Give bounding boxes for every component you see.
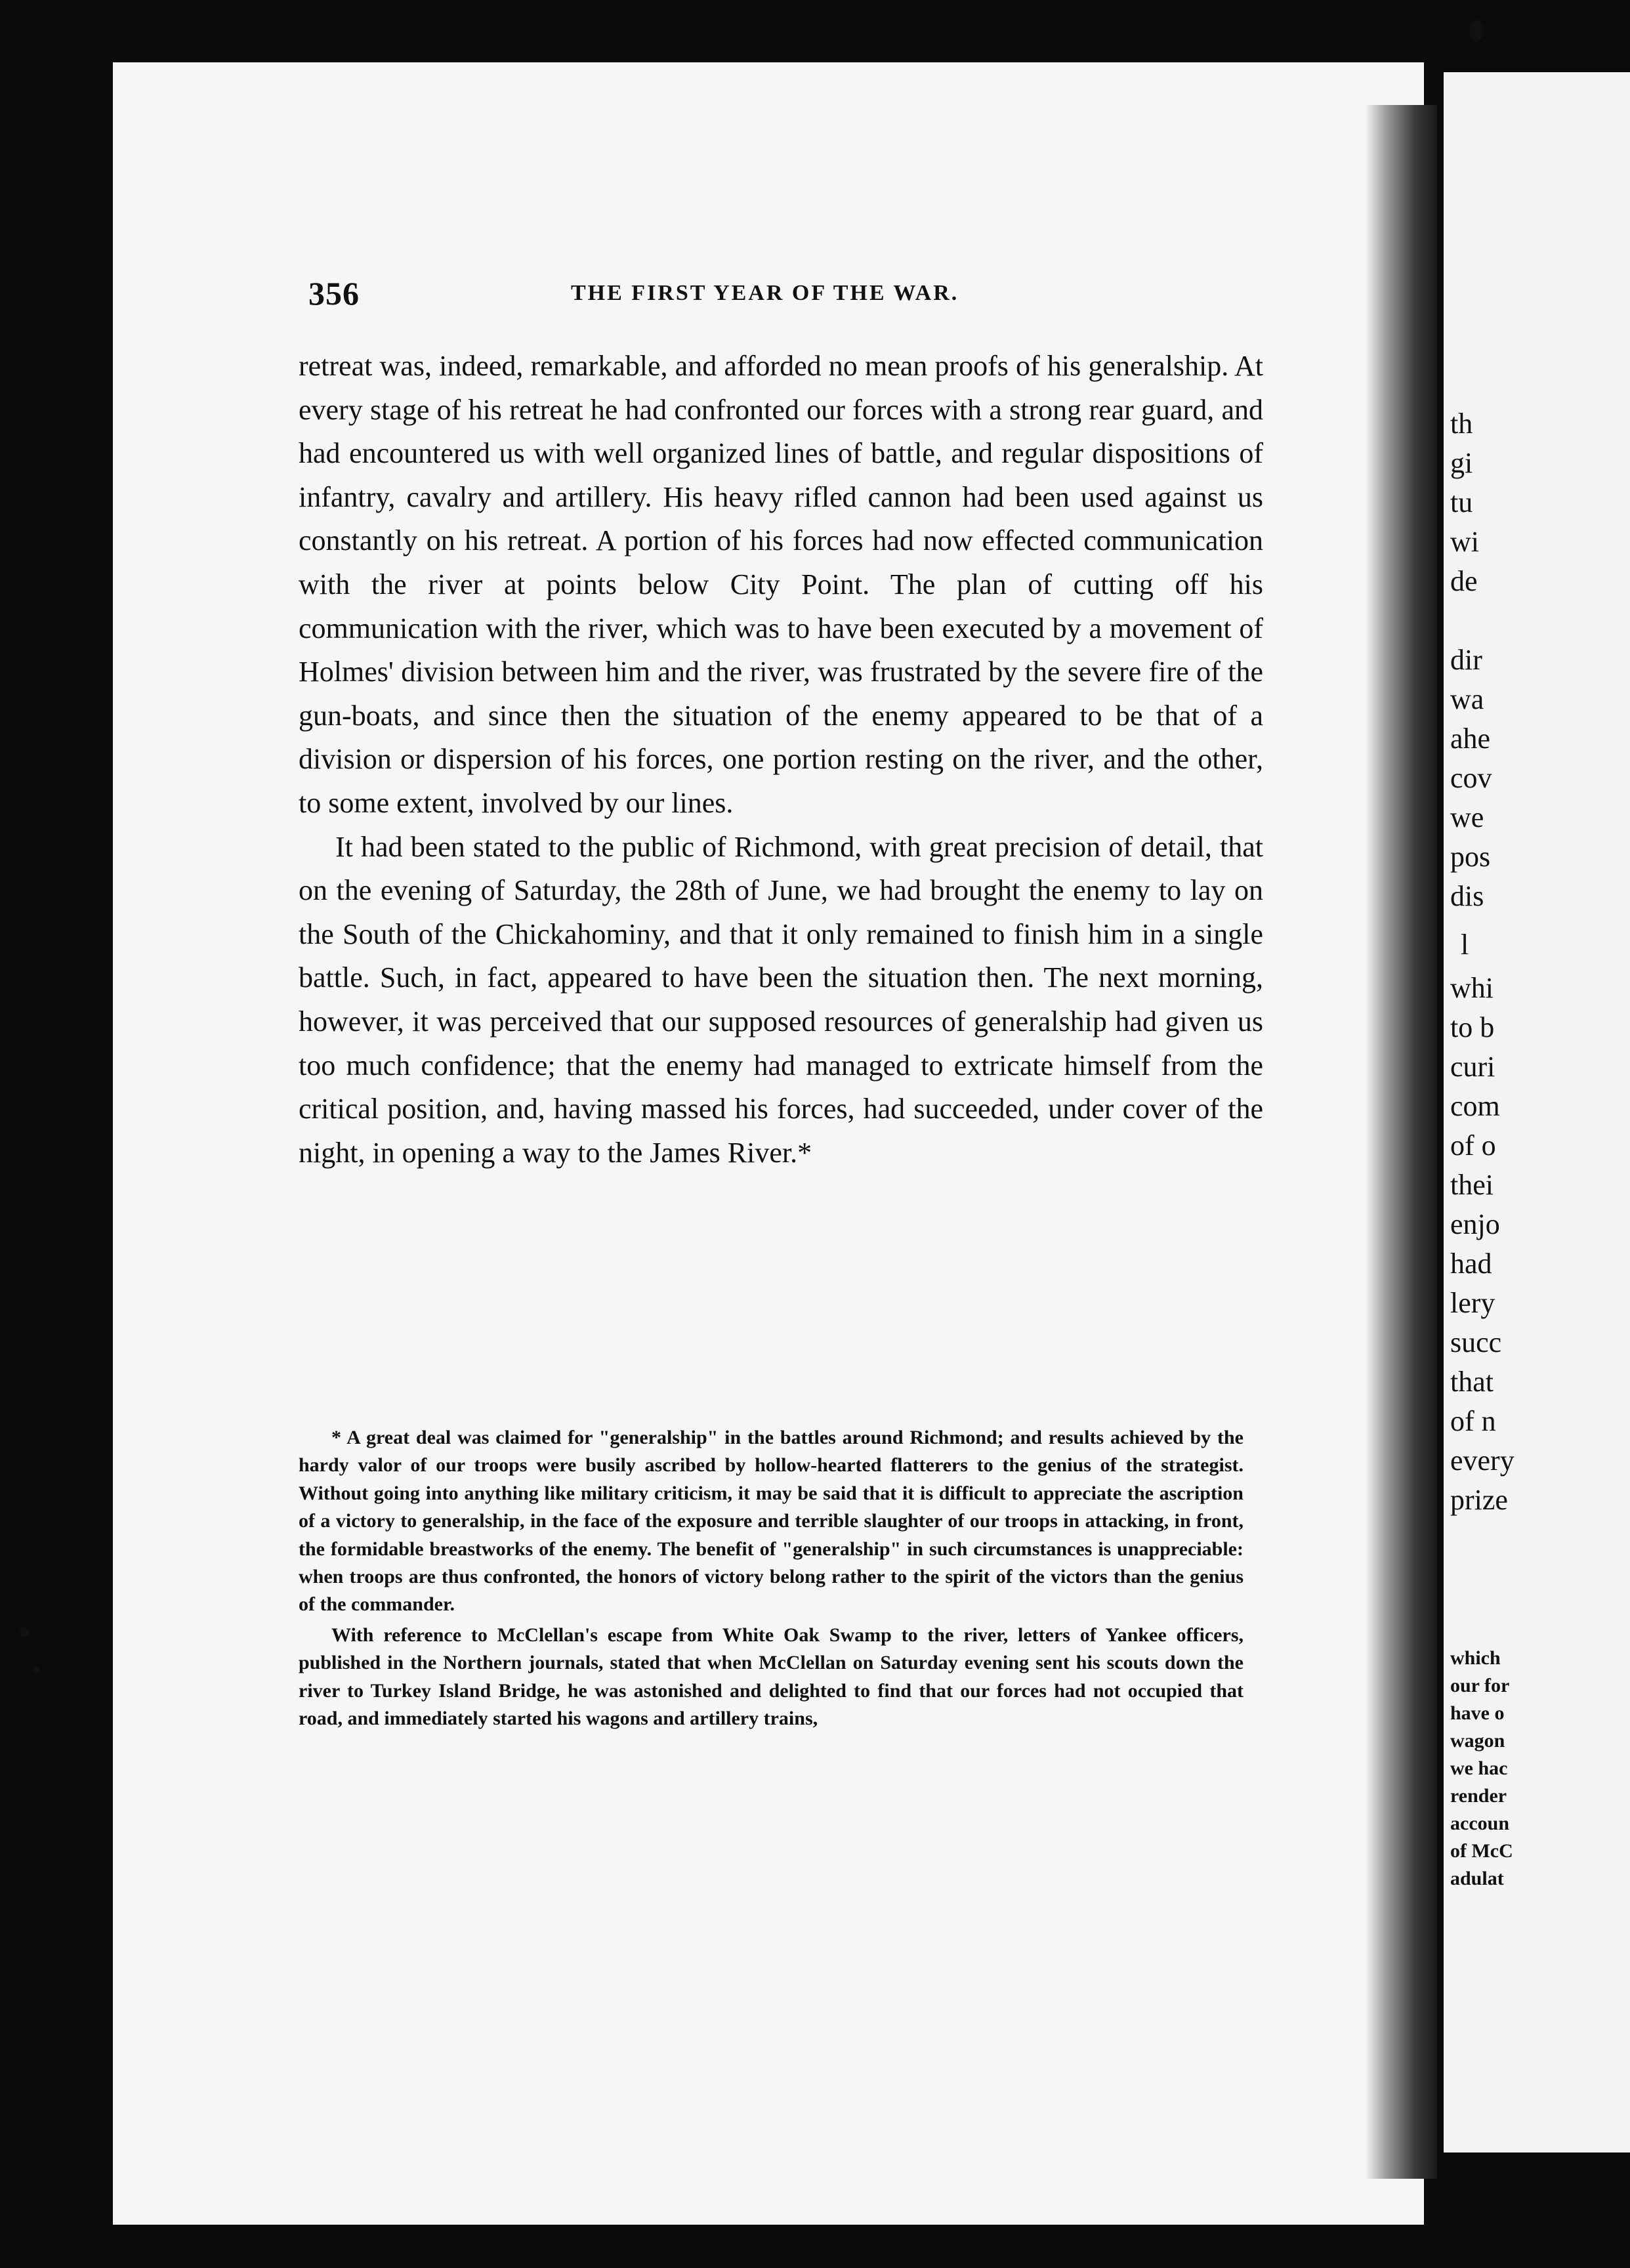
scan-speck	[1470, 20, 1483, 42]
facing-note-fragment: wagon	[1450, 1730, 1505, 1752]
facing-note-fragment: adulat	[1450, 1868, 1504, 1889]
facing-fragment: dir	[1450, 644, 1482, 676]
facing-note-fragment: render	[1450, 1785, 1507, 1807]
facing-fragment: dis	[1450, 880, 1484, 912]
facing-fragment: cov	[1450, 762, 1492, 794]
facing-note-fragment: we hac	[1450, 1757, 1508, 1779]
facing-fragment: every	[1450, 1444, 1515, 1477]
facing-fragment: wi	[1450, 526, 1479, 558]
paragraph: retreat was, indeed, remarkable, and afforded no mean proofs of his generalship. At every stage of his retreat he had confronted our forces with a strong rear guard, and had encountered us with well organized lines of battle, and regular dispositions of infantry, cavalry and artillery. His heavy rifled cannon had been used against us constantly on his retreat. A portion of his forces had now effected communication with the river at points below City Point. The plan of cutting off his communication with the river, which was to have been executed by a movement of Holmes' division between him and the river, was frustrated by the severe fire of the gun-boats, and since then the situation of the enemy appeared to be that of a division or dispersion of his forces, one portion resting on the river, and the other, to some extent, involved by our lines.	[299, 350, 1263, 819]
facing-fragment: to b	[1450, 1011, 1495, 1043]
facing-fragment: tu	[1450, 486, 1473, 518]
footnotes	[299, 1424, 1243, 1732]
facing-note-fragment: which	[1450, 1647, 1501, 1669]
facing-note-fragment: of McC	[1450, 1840, 1513, 1862]
facing-fragment: th	[1450, 408, 1473, 440]
gutter-shadow	[1365, 105, 1437, 2179]
facing-fragment: de	[1450, 565, 1478, 597]
running-title: THE FIRST YEAR OF THE WAR.	[571, 281, 959, 305]
page-number: 356	[308, 275, 360, 312]
facing-note-fragment: our for	[1450, 1675, 1510, 1696]
facing-fragment: wa	[1450, 683, 1484, 715]
facing-fragment: curi	[1450, 1051, 1495, 1083]
facing-fragment: pos	[1450, 841, 1491, 873]
facing-fragment: prize	[1450, 1484, 1508, 1516]
facing-page	[1444, 72, 1630, 2152]
paragraph: It had been stated to the public of Richmond, with great precision of detail, that on the evening of Saturday, the 28th of June, we had brought the enemy to lay on the South of the Chickahominy, and that it only remained to finish him in a single battle. Such, in fact, appeared to have been the situation then. The next morning, however, it was perceived that our supposed resources of generalship had given us too much confidence; that the enemy had managed to extricate himself from the critical position, and, having massed his forces, had succeeded, under cover of the night, in opening a way to the James River.*	[299, 830, 1263, 1169]
facing-fragment: we	[1450, 801, 1484, 833]
facing-fragment: l	[1461, 929, 1469, 961]
facing-note-fragment: have o	[1450, 1702, 1505, 1724]
body-text	[299, 345, 1263, 1175]
facing-fragment: of o	[1450, 1129, 1496, 1162]
facing-fragment: had	[1450, 1248, 1492, 1280]
facing-fragment: of n	[1450, 1405, 1496, 1437]
facing-fragment: lery	[1450, 1287, 1495, 1319]
scan-speck	[33, 1667, 39, 1673]
facing-fragment: gi	[1450, 447, 1473, 479]
footnote: * A great deal was claimed for "generalship" in the battles around Richmond; and results achieved by the hardy valor of our troops were busily ascribed by hollow-hearted flatterers to the genius of the strategist. Without going into anything like military criticism, it may be said that it is difficult to appreciate the ascription of a victory to generalship, in the face of the exposure and terrible slaughter of our troops in attacking, in front, the formidable breastworks of the enemy. The benefit of "generalship" in such circumstances is unappreciable: when troops are thus confronted, the honors of victory belong rather to the spirit of the victors than the genius of the commander.	[299, 1427, 1243, 1616]
scan-speck	[20, 1628, 29, 1637]
footnote: With reference to McClellan's escape from White Oak Swamp to the river, letters of Yankee officers, published in the Northern journals, stated that when McClellan on Saturday evening sent his scouts down the river to Turkey Island Bridge, he was astonished and delighted to find that our forces had not occupied that road, and immediately started his wagons and artillery trains,	[299, 1624, 1243, 1730]
facing-fragment: succ	[1450, 1326, 1502, 1358]
facing-fragment: ahe	[1450, 723, 1491, 755]
facing-fragment: that	[1450, 1366, 1494, 1398]
facing-note-fragment: accoun	[1450, 1813, 1509, 1834]
facing-fragment: com	[1450, 1090, 1500, 1122]
running-head	[308, 274, 1293, 320]
facing-fragment: thei	[1450, 1169, 1494, 1201]
facing-fragment: whi	[1450, 972, 1494, 1004]
facing-fragment: enjo	[1450, 1208, 1500, 1240]
